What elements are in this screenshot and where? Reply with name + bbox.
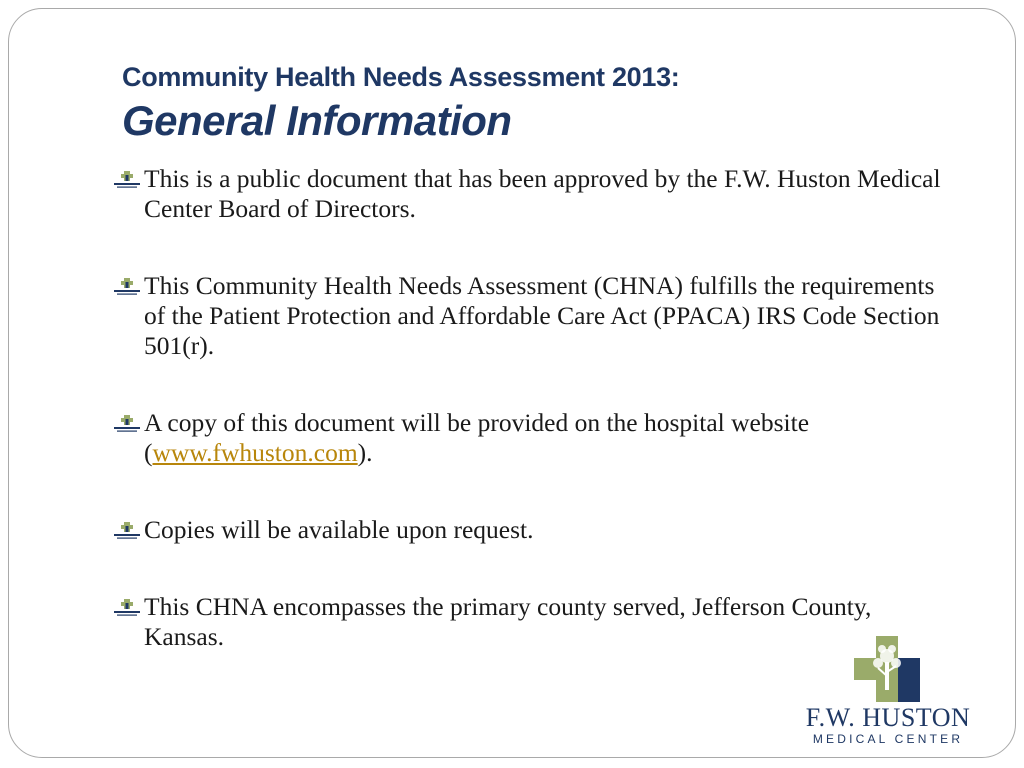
bullet-text: This CHNA encompasses the primary county served, Jefferson County, Kansas.: [144, 592, 872, 651]
cross-tree-icon: [854, 636, 920, 702]
bullet-text: Copies will be available upon request.: [144, 515, 534, 544]
website-link[interactable]: www.fwhuston.com: [152, 438, 358, 467]
bullet-item: [110, 164, 950, 224]
title-line-2: General Information: [122, 97, 512, 144]
bullet-text: This Community Health Needs Assessment (CHNA) fulfills the requirements of the Patient Protection and Affordable Care Act (PPACA) IRS Code Section 501(r).: [144, 271, 940, 360]
logo-subtitle: MEDICAL CENTER: [812, 732, 964, 746]
bullet-item: [110, 515, 950, 545]
logo-bullet-icon: [112, 171, 142, 189]
slide-title: [122, 59, 680, 147]
bullet-text: [144, 408, 809, 467]
hospital-logo: [796, 636, 980, 746]
bullet-text-after: ).: [357, 438, 373, 467]
bullet-text: This is a public document that has been approved by the F.W. Huston Medical Center Board of Directors.: [144, 164, 941, 223]
bullet-item: [110, 271, 950, 361]
bullet-item: [110, 408, 950, 468]
logo-name: F.W. HUSTON: [805, 703, 971, 732]
logo-bullet-icon: [112, 599, 142, 617]
logo-bullet-icon: [112, 415, 142, 433]
bullet-list: [110, 164, 950, 699]
bullet-text-before: A copy of this document will be provided on the hospital website (: [144, 408, 810, 467]
logo-bullet-icon: [112, 522, 142, 540]
title-line-1: Community Health Needs Assessment 2013:: [122, 62, 680, 92]
logo-bullet-icon: [112, 278, 142, 296]
